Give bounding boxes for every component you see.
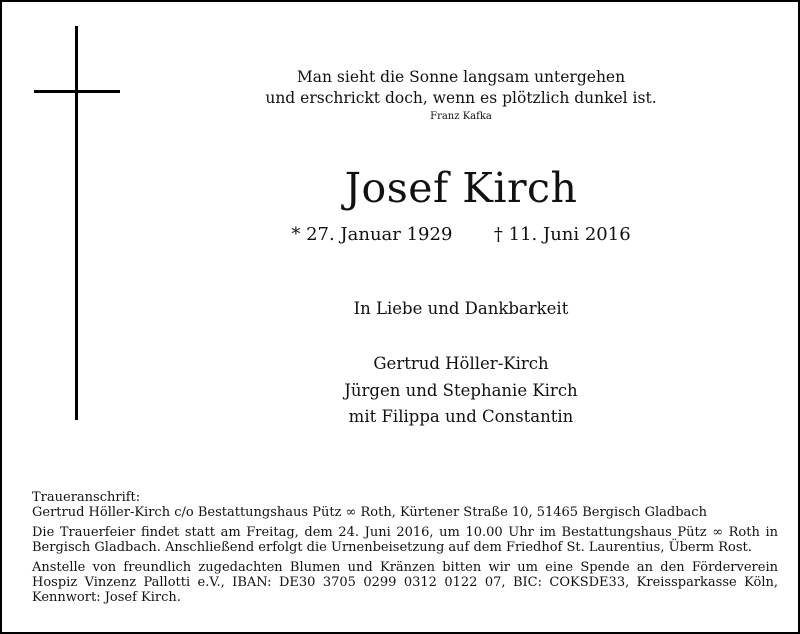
quote-line-2: und erschrickt doch, wenn es plötzlich dunkel ist.: [265, 89, 657, 107]
mourner-line: Jürgen und Stephanie Kirch: [344, 381, 578, 400]
mourner-line: Gertrud Höller-Kirch: [373, 354, 549, 373]
quote-author: Franz Kafka: [430, 111, 492, 122]
born-symbol: *: [291, 224, 301, 245]
born-date: 27. Januar 1929: [306, 224, 453, 245]
life-dates: [2, 224, 800, 245]
quote-line-1: Man sieht die Sonne langsam untergehen: [296, 68, 626, 86]
died-date: 11. Juni 2016: [508, 224, 631, 245]
died-symbol: †: [493, 224, 503, 245]
mourner-line: mit Filippa und Constantin: [348, 407, 574, 426]
dedication: In Liebe und Dankbarkeit: [353, 299, 569, 318]
address-label: Traueranschrift:: [32, 490, 141, 505]
footer-info: [32, 490, 778, 610]
mourning-address: Gertrud Höller-Kirch c/o Bestattungshaus Pütz ∞ Roth, Kürtener Straße 10, 51465 Bergisch Gladbach: [32, 505, 707, 520]
service-details: Die Trauerfeier findet statt am Freitag, dem 24. Juni 2016, um 10.00 Uhr im Bestattungshaus Pütz ∞ Roth in Bergisch Gladbach. Anschließend erfolgt die Urnenbeisetzung auf dem Friedhof St. Laurentius, Überm Rost.: [32, 525, 778, 555]
donation-request: Anstelle von freundlich zugedachten Blumen und Kränzen bitten wir um eine Spende an den Förderverein Hospiz Vinzenz Pallotti e.V., IBAN: DE30 3705 0299 0312 0122 07, BIC: COKSDE33, Kreissparkasse Köln, Kennwort: Josef Kirch.: [32, 560, 778, 605]
deceased-name: Josef Kirch: [344, 164, 578, 212]
